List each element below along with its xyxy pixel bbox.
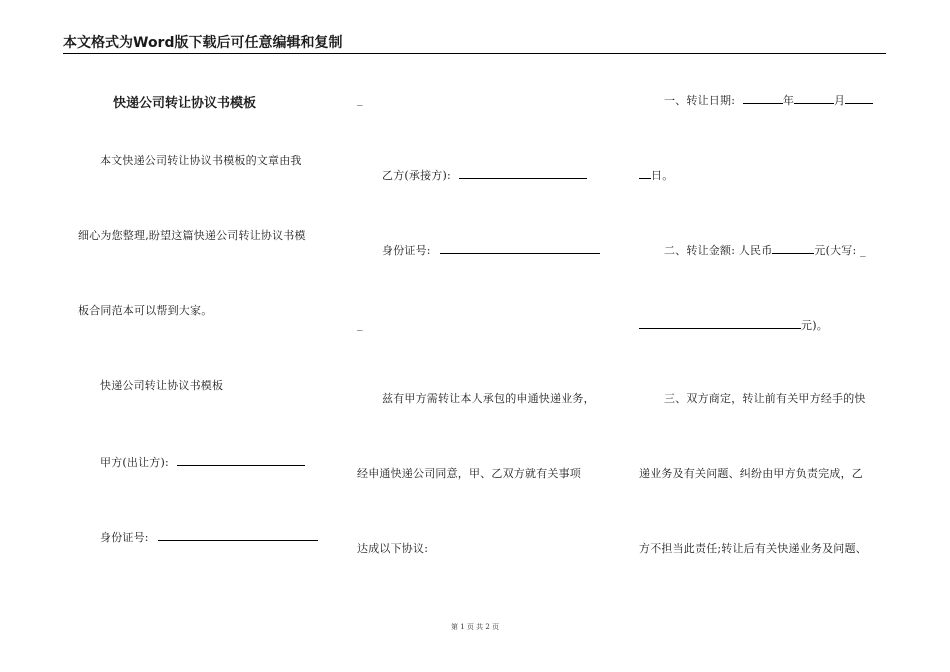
para-line-2: 经申通快递公司同意，甲、乙双方就有关事项 bbox=[357, 467, 581, 480]
intro-line-3: 板合同范本可以帮到大家。 bbox=[78, 304, 213, 317]
amount-daxie-line bbox=[639, 318, 828, 333]
para-line-3: 达成以下协议: bbox=[357, 542, 429, 555]
page-number: 第 1 页 共 2 页 bbox=[450, 623, 500, 631]
party-b-label: 乙方(承接方): bbox=[382, 169, 451, 182]
party-b-id-blank bbox=[440, 243, 600, 254]
party-b-id-label: 身份证号: bbox=[382, 244, 431, 257]
party-b-id-field bbox=[382, 243, 600, 258]
document-header: 本文格式为Word版下载后可任意编辑和复制 bbox=[63, 35, 343, 51]
year-blank bbox=[743, 93, 783, 104]
amount-trailing-dash: _ bbox=[860, 244, 866, 257]
day-blank bbox=[639, 168, 651, 179]
party-b-field bbox=[382, 168, 587, 183]
day-label: 日。 bbox=[651, 169, 674, 182]
document-title: 快递公司转让协议书模板 bbox=[113, 96, 257, 111]
transfer-date-label: 一、转让日期: bbox=[664, 94, 736, 107]
intro-line-1: 本文快递公司转让协议书模板的文章由我 bbox=[100, 154, 302, 167]
amount-label: 二、转让金额: 人民币 bbox=[664, 244, 773, 257]
amount-daxie-blank bbox=[639, 318, 801, 329]
yuan-daxie-label: 元(大写: bbox=[814, 244, 857, 257]
mid-dash: _ bbox=[357, 318, 363, 331]
month-label: 月 bbox=[834, 94, 846, 107]
party-a-id-field bbox=[100, 530, 318, 545]
party-a-field bbox=[100, 455, 305, 470]
transfer-day-line bbox=[639, 168, 673, 183]
party-a-label: 甲方(出让方): bbox=[100, 456, 169, 469]
year-label: 年 bbox=[782, 94, 795, 107]
party-a-blank bbox=[177, 455, 305, 466]
yuan-end-label: 元)。 bbox=[801, 319, 828, 332]
intro-line-2: 细心为您整理,盼望这篇快递公司转让协议书模 bbox=[78, 229, 306, 242]
top-dash: _ bbox=[357, 93, 363, 106]
terms-line-2: 递业务及有关问题、纠纷由甲方负责完成，乙 bbox=[639, 467, 863, 480]
month-blank bbox=[794, 93, 834, 104]
day-blank-start bbox=[845, 93, 873, 104]
party-b-blank bbox=[459, 168, 587, 179]
transfer-amount-line bbox=[664, 243, 866, 258]
terms-line-1: 三、双方商定，转让前有关甲方经手的快 bbox=[664, 392, 866, 405]
transfer-date-line bbox=[664, 93, 873, 108]
agreement-subtitle: 快递公司转让协议书模板 bbox=[100, 379, 224, 392]
terms-line-3: 方不担当此责任;转让后有关快递业务及问题、 bbox=[639, 542, 867, 555]
para-line-1: 兹有甲方需转让本人承包的申通快递业务， bbox=[382, 392, 595, 405]
amount-blank bbox=[772, 243, 814, 254]
party-a-id-blank bbox=[158, 530, 318, 541]
header-divider bbox=[63, 53, 886, 54]
party-a-id-label: 身份证号: bbox=[100, 531, 149, 544]
